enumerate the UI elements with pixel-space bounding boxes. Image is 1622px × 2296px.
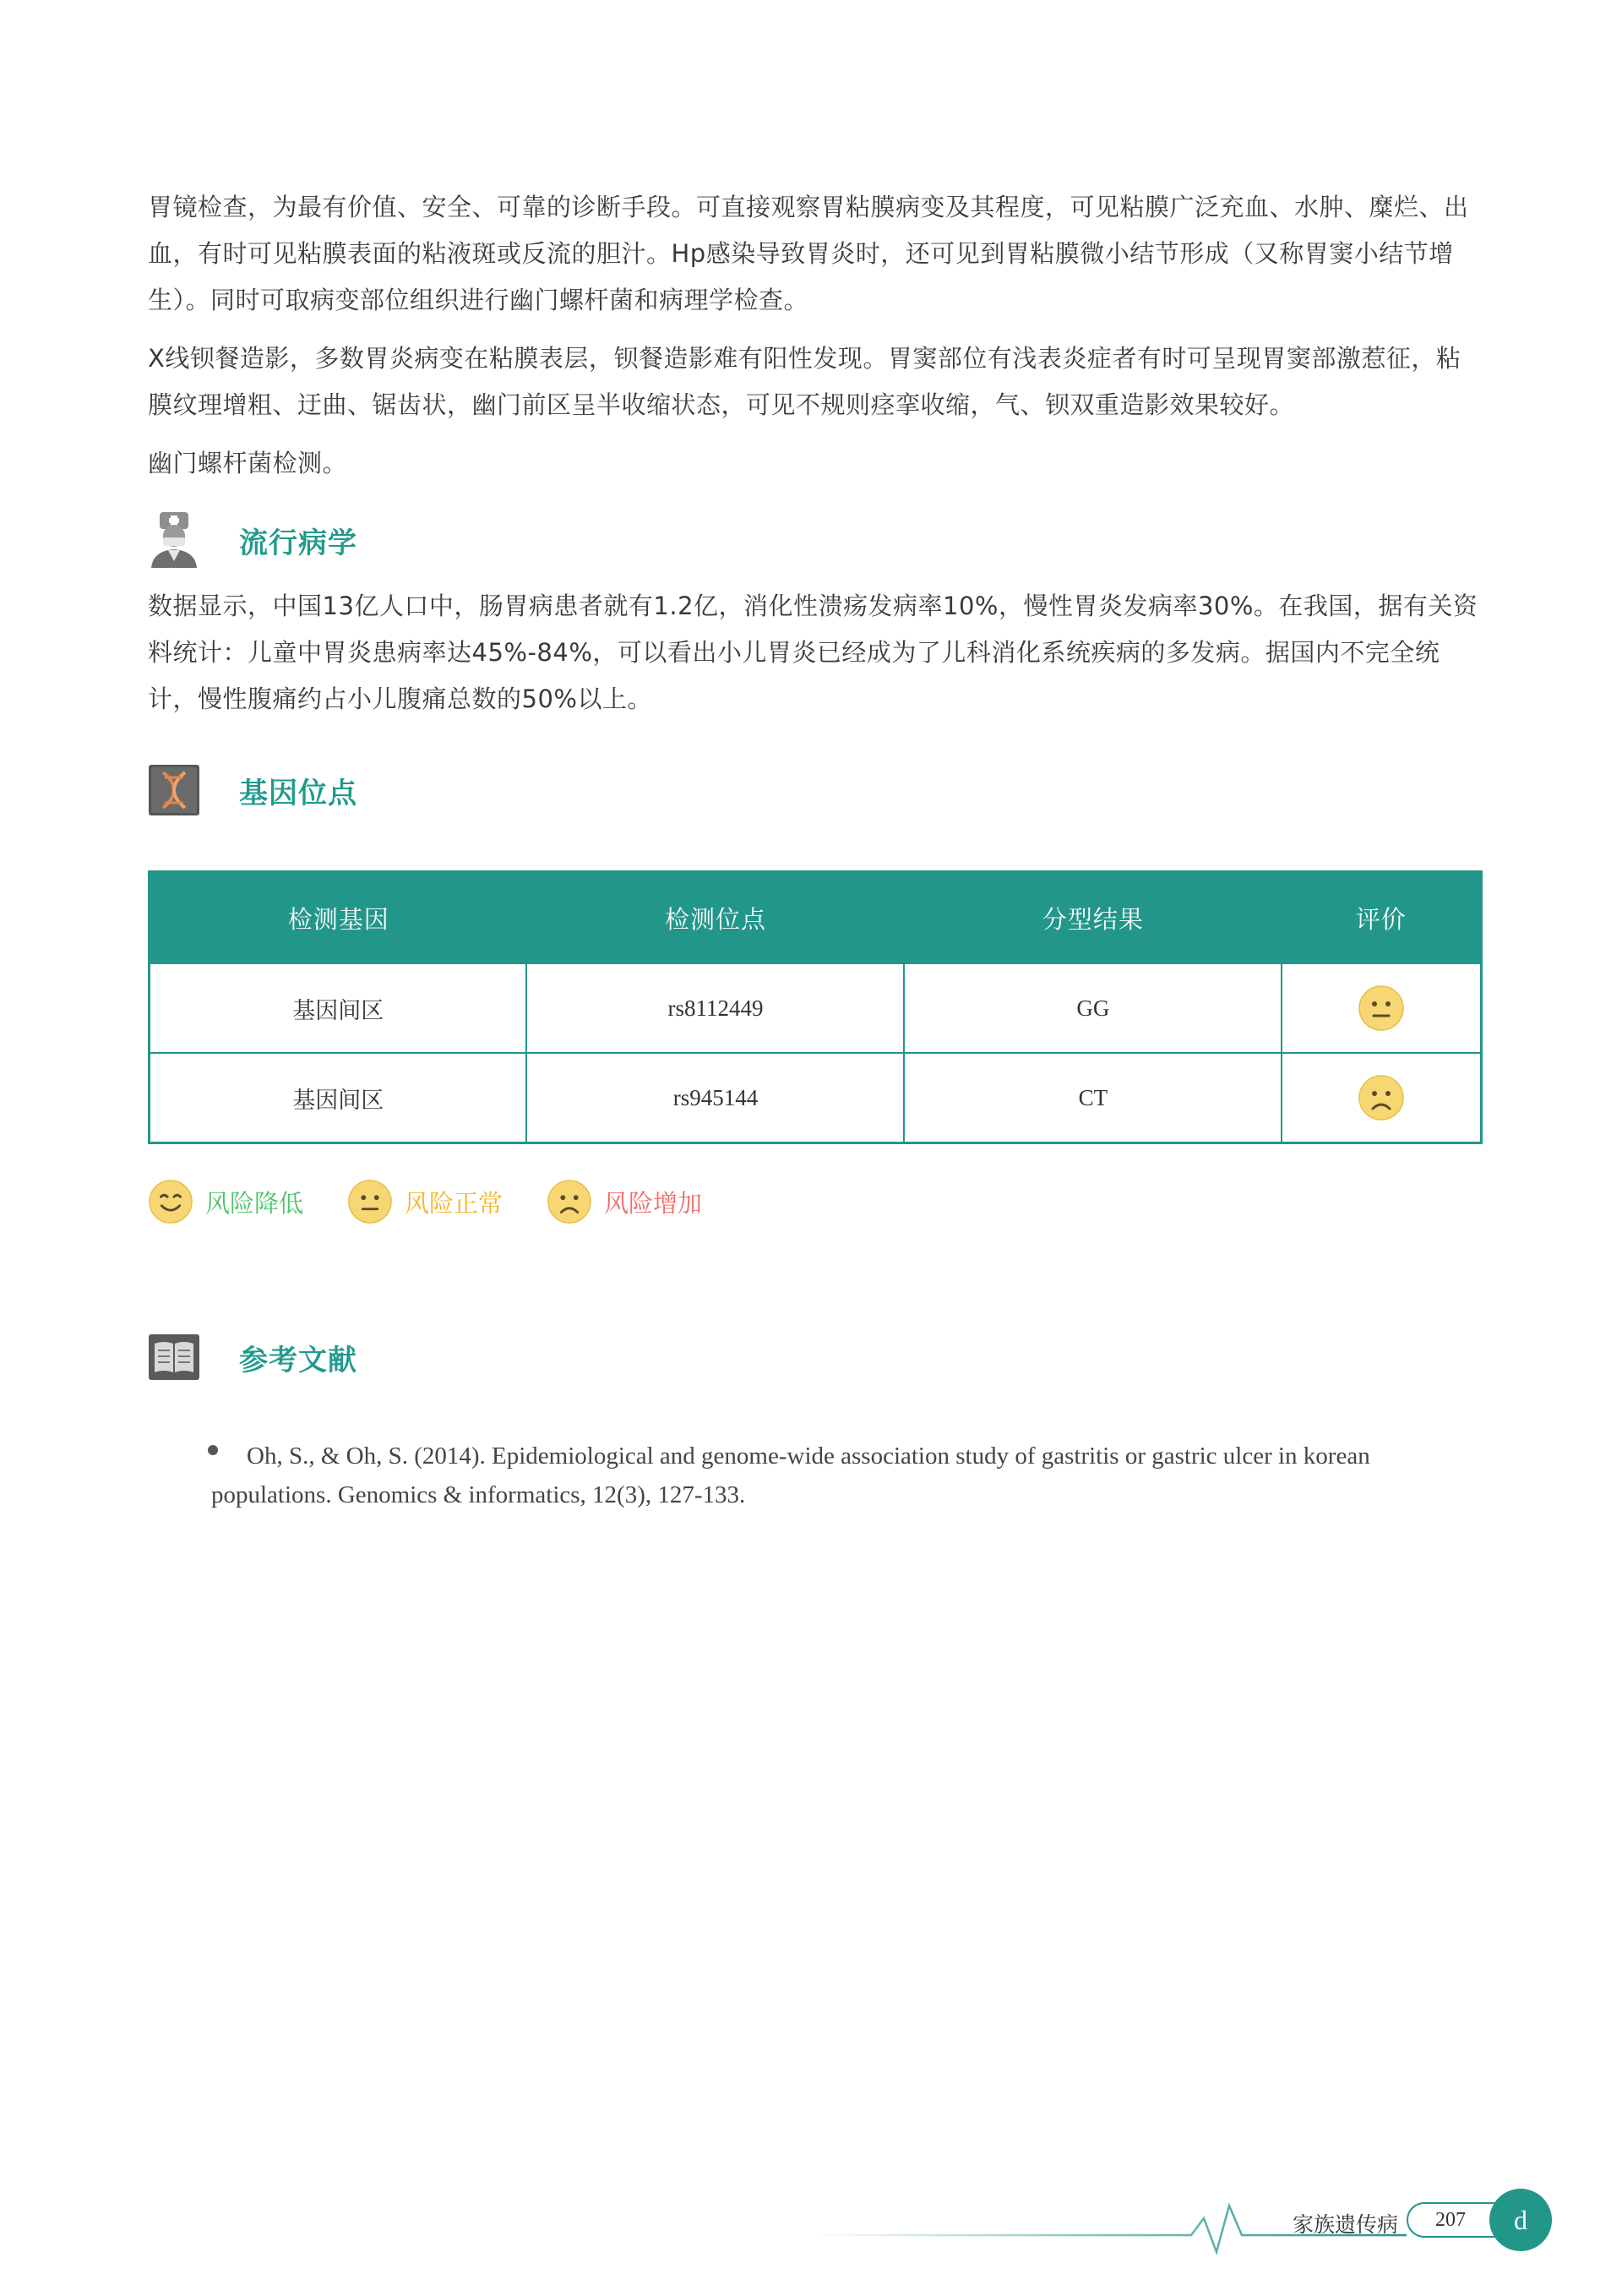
intro-paragraph-1: 胃镜检查，为最有价值、安全、可靠的诊断手段。可直接观察胃粘膜病变及其程度，可见粘膜广泛充血、水肿、糜烂、出血，有时可见粘膜表面的粘液斑或反流的胆汁。Hp感染导致胃炎时，还可见到胃粘膜微小结节形成（又称胃窦小结节增生）。同时可取病变部位组织进行幽门螺杆菌和病理学检查。	[148, 193, 1469, 314]
header-locus: 检测位点	[526, 872, 904, 964]
intro-paragraph-2: X线钡餐造影，多数胃炎病变在粘膜表层，钡餐造影难有阳性发现。胃窦部位有浅表炎症者有时可呈现胃窦部激惹征，粘膜纹理增粗、迂曲、锯齿状，幽门前区呈半收缩状态，可见不规则痉挛收缩，气、钡双重造影效果较好。	[148, 344, 1461, 419]
dna-icon	[148, 764, 200, 816]
cell-rating	[1282, 1053, 1481, 1143]
page-number: 207	[1407, 2202, 1513, 2238]
table-row	[150, 1053, 1482, 1143]
epidemiology-text: 数据显示，中国13亿人口中，肠胃病患者就有1.2亿，消化性溃疡发病率10%，慢性胃炎发病率30%。在我国，据有关资料统计：儿童中胃炎患病率达45%-84%，可以看出小儿胃炎已经成为了儿科消化系统疾病的多发病。据国内不完全统计，慢性腹痛约占小儿腹痛总数的50%以上。	[148, 592, 1478, 713]
intro-section	[148, 184, 1483, 487]
references-header	[148, 1328, 357, 1387]
doctor-icon	[148, 514, 200, 566]
references-title: 参考文献	[239, 1343, 357, 1377]
reference-text: Oh, S., & Oh, S. (2014). Epidemiological and genome-wide association study of gastritis or gastric ulcer in korean populations. Genomics & informatics, 12(3), 127-133.	[211, 1442, 1370, 1508]
header-rating: 评价	[1282, 872, 1481, 964]
intro-paragraph-3: 幽门螺杆菌检测。	[148, 449, 348, 477]
legend-label-normal: 风险正常	[405, 1188, 503, 1218]
cell-locus: rs945144	[526, 1053, 904, 1143]
happy-face-icon	[148, 1179, 193, 1224]
legend-item-normal	[347, 1179, 503, 1224]
gene-table	[148, 870, 1483, 1144]
neutral-face-icon	[347, 1179, 393, 1224]
risk-legend	[148, 1179, 746, 1224]
epidemiology-section	[148, 583, 1483, 723]
legend-label-low: 风险降低	[205, 1188, 304, 1218]
cell-gene: 基因间区	[150, 1053, 527, 1143]
table-row	[150, 963, 1482, 1053]
cell-genotype: CT	[904, 1053, 1282, 1143]
legend-item-low	[148, 1179, 303, 1224]
page-badge: d	[1489, 2189, 1552, 2251]
footer-title: 家族遗传病	[1293, 2212, 1399, 2237]
cell-locus: rs8112449	[526, 963, 904, 1053]
sad-face-icon	[1358, 1074, 1405, 1121]
book-icon	[148, 1331, 200, 1383]
reference-item	[211, 1437, 1436, 1514]
bullet-icon	[208, 1445, 218, 1455]
header-genotype: 分型结果	[904, 872, 1282, 964]
sad-face-icon	[547, 1179, 592, 1224]
neutral-face-icon	[1358, 984, 1405, 1032]
cell-genotype: GG	[904, 963, 1282, 1053]
gene-loci-header	[148, 761, 357, 820]
epidemiology-title: 流行病学	[239, 526, 357, 560]
gene-loci-title: 基因位点	[239, 776, 357, 810]
epidemiology-header	[148, 510, 357, 570]
legend-label-high: 风险增加	[604, 1188, 703, 1218]
cell-rating	[1282, 963, 1481, 1053]
table-header-row	[150, 872, 1482, 964]
cell-gene: 基因间区	[150, 963, 527, 1053]
legend-item-high	[547, 1179, 702, 1224]
header-gene: 检测基因	[150, 872, 527, 964]
